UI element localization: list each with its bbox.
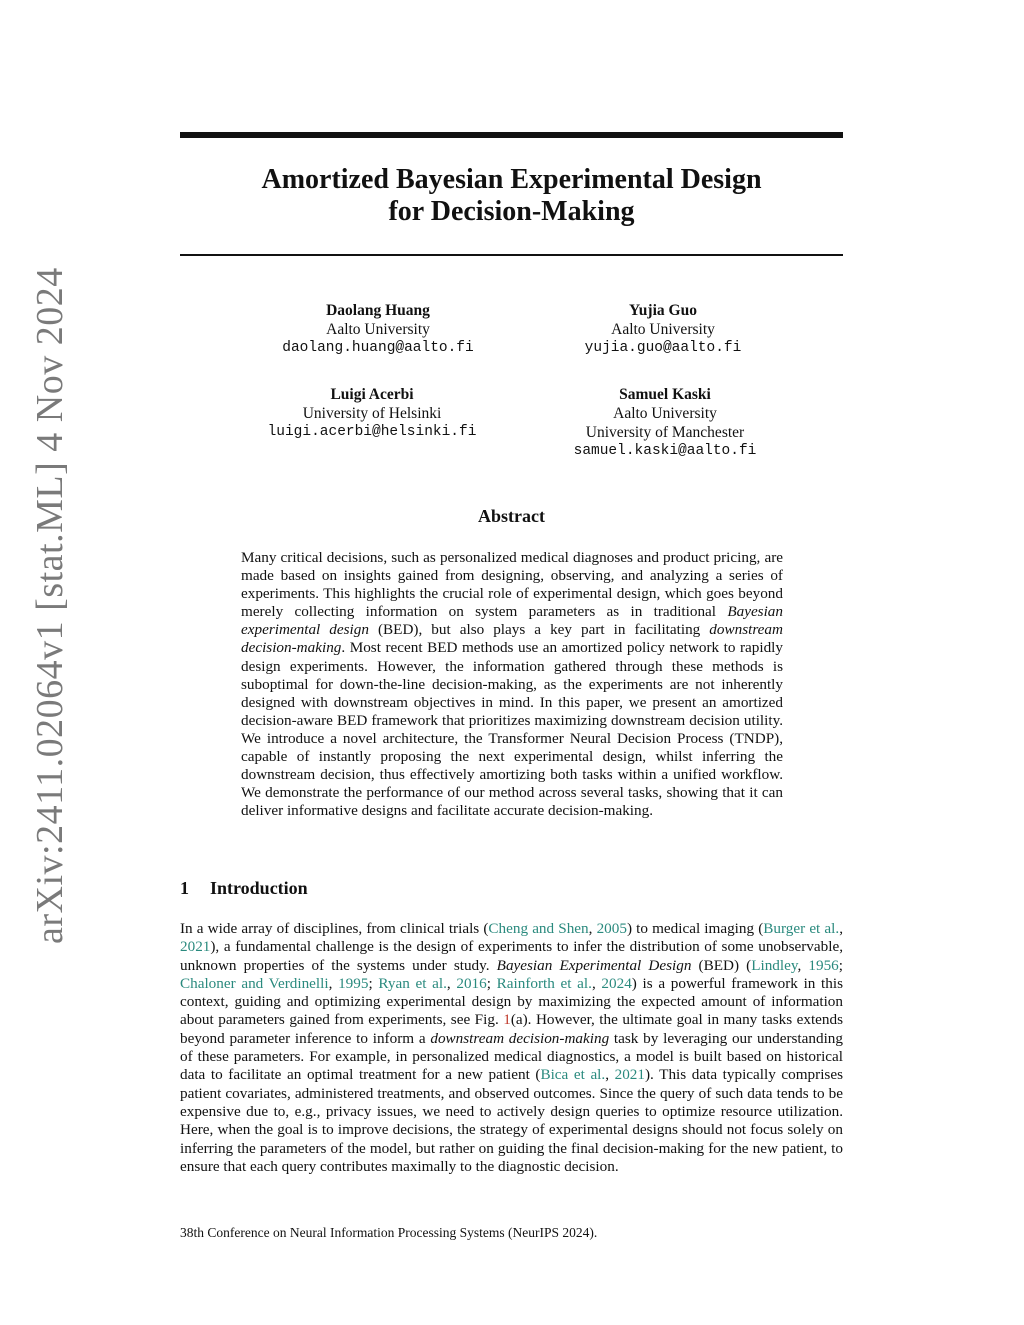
intro-text: task by leveraging our understanding of these parameters. For example, in personalized medical diagnostics, a model is built based on historical data to facilitate an optimal treatment for a new patient (: [180, 1029, 843, 1084]
author-email[interactable]: luigi.acerbi@helsinki.fi: [267, 424, 477, 440]
intro-text: In a wide array of disciplines, from clinical trials (: [180, 920, 489, 937]
author-email[interactable]: yujia.guo@aalto.fi: [584, 340, 742, 356]
author-name: Yujia Guo: [629, 302, 697, 319]
author-block: [218, 301, 538, 358]
citation-separator: ,: [605, 1066, 615, 1084]
section-heading-introduction: [180, 878, 308, 899]
author-affiliation: Aalto University: [326, 321, 430, 338]
author-affiliation: Aalto University: [611, 321, 715, 338]
author-affiliation-2: University of Manchester: [585, 424, 745, 441]
citation-separator: ,: [446, 974, 457, 992]
abstract-text-1: Many critical decisions, such as personalized medical diagnoses and product pricing, are made based on insights gained from designing, observing, and analyzing a series of experiments. This highlights the crucial role of experimental design, which goes beyond merely collecting information on system parameters as in traditional: [241, 549, 783, 621]
citation-year-link[interactable]: 2021: [614, 1066, 645, 1084]
title-line-2: for Decision-Making: [388, 196, 635, 227]
introduction-paragraph: [180, 920, 843, 1176]
abstract-text: [241, 549, 783, 820]
citation-link[interactable]: Chaloner and Verdinelli: [180, 974, 329, 992]
citation-year-link[interactable]: 2016: [456, 974, 487, 992]
citation-year-link[interactable]: 2024: [601, 974, 632, 992]
abstract-text-3: . Most recent BED methods use an amortized policy network to rapidly design experiments. However, the information gathered through these methods is suboptimal for down-the-line decision-making, as the experiments are not inherently designed with downstream objectives in mind. In this paper, we present an amortized decision-aware BED framework that prioritizes maximizing downstream decision utility. We introduce a novel architecture, the Transformer Neural Decision Process (TNDP), capable of instantly proposing the next experimental design, whilst inferring the downstream decision, thus effectively amortizing both tasks within a unified workflow. We demonstrate the performance of our method across several tasks, showing that it can deliver informative designs and facilitate accurate decision-making.: [241, 639, 783, 820]
citation-separator: ;: [838, 956, 843, 974]
abstract-heading: Abstract: [478, 506, 545, 526]
intro-text: (a). However, the ultimate goal in many tasks extends beyond parameter inference to inform a: [180, 1011, 843, 1047]
intro-emphasis-bed: Bayesian Experimental Design: [496, 956, 692, 974]
intro-text: ). This data typically comprises patient covariates, administered treatments, and observed outcomes. Since the query of such data tends to be expensive due to, e.g., privacy issues, we need to actively design queries to optimize resource utilization. Here, when the goal is to improve decisions, the strategy of experimental designs should not focus solely on inferring the parameters of the model, but rather on guiding the final decision-making for the new patient, to ensure that each query contributes maximally to the diagnostic decision.: [180, 1066, 843, 1175]
citation-link[interactable]: Lindley: [751, 956, 798, 974]
citation-link[interactable]: Cheng and Shen: [488, 920, 589, 937]
citation-link[interactable]: Bica et al.: [540, 1066, 606, 1084]
intro-text: ) to medical imaging (: [626, 920, 764, 937]
title-top-rule: [180, 132, 843, 138]
author-name: Daolang Huang: [326, 302, 430, 319]
citation-link[interactable]: Burger et al.: [763, 920, 840, 937]
citation-link[interactable]: Ryan et al.: [378, 974, 447, 992]
author-affiliation: Aalto University: [613, 405, 717, 422]
intro-text: (BED) (: [691, 956, 752, 974]
intro-text: ) is a powerful framework in this context, guiding and optimizing experimental design by maximizing the expected amount of information about parameters gained from experiments, see Fig.: [180, 974, 844, 1029]
author-name: Luigi Acerbi: [330, 386, 414, 403]
author-email[interactable]: samuel.kaski@aalto.fi: [573, 443, 757, 459]
citation-year-link[interactable]: 2021: [180, 938, 211, 956]
citation-link[interactable]: Rainforth et al.: [496, 974, 592, 992]
citation-separator: ;: [486, 974, 497, 992]
abstract-emphasis-bed: Bayesian experimental design: [241, 603, 783, 639]
citation-separator: ,: [591, 974, 602, 992]
author-block: [505, 385, 825, 461]
author-affiliation: University of Helsinki: [302, 405, 442, 422]
abstract-text-2: (BED), but also plays a key part in facilitating: [368, 621, 710, 639]
intro-emphasis-decision: downstream decision-making: [430, 1029, 610, 1047]
citation-separator: ,: [797, 956, 809, 974]
author-block: [212, 385, 532, 442]
section-number: 1: [180, 878, 189, 898]
arxiv-identifier: arXiv:2411.02064v1 [stat.ML] 4 Nov 2024: [29, 267, 71, 944]
intro-text: ), a fundamental challenge is the design of experiments to infer the distribution of some unobservable, unknown properties of the systems under study.: [180, 938, 843, 974]
paper-title: [180, 164, 843, 228]
author-name: Samuel Kaski: [619, 386, 711, 403]
conference-footnote: 38th Conference on Neural Information Processing Systems (NeurIPS 2024).: [180, 1225, 598, 1240]
citation-separator: ,: [328, 974, 339, 992]
citation-separator: ;: [368, 974, 379, 992]
title-bottom-rule: [180, 254, 843, 256]
citation-year-link[interactable]: 1956: [808, 956, 839, 974]
figure-reference-link[interactable]: 1: [503, 1011, 511, 1029]
author-block: [503, 301, 823, 358]
author-email[interactable]: daolang.huang@aalto.fi: [282, 340, 474, 356]
citation-year-link[interactable]: 1995: [338, 974, 369, 992]
citation-separator: ,: [839, 920, 843, 937]
section-title: Introduction: [210, 878, 308, 898]
citation-year-link[interactable]: 2005: [596, 920, 627, 937]
abstract-emphasis-decision: downstream decision-making: [241, 621, 783, 657]
citation-separator: ,: [588, 920, 597, 937]
title-line-1: Amortized Bayesian Experimental Design: [261, 164, 762, 195]
